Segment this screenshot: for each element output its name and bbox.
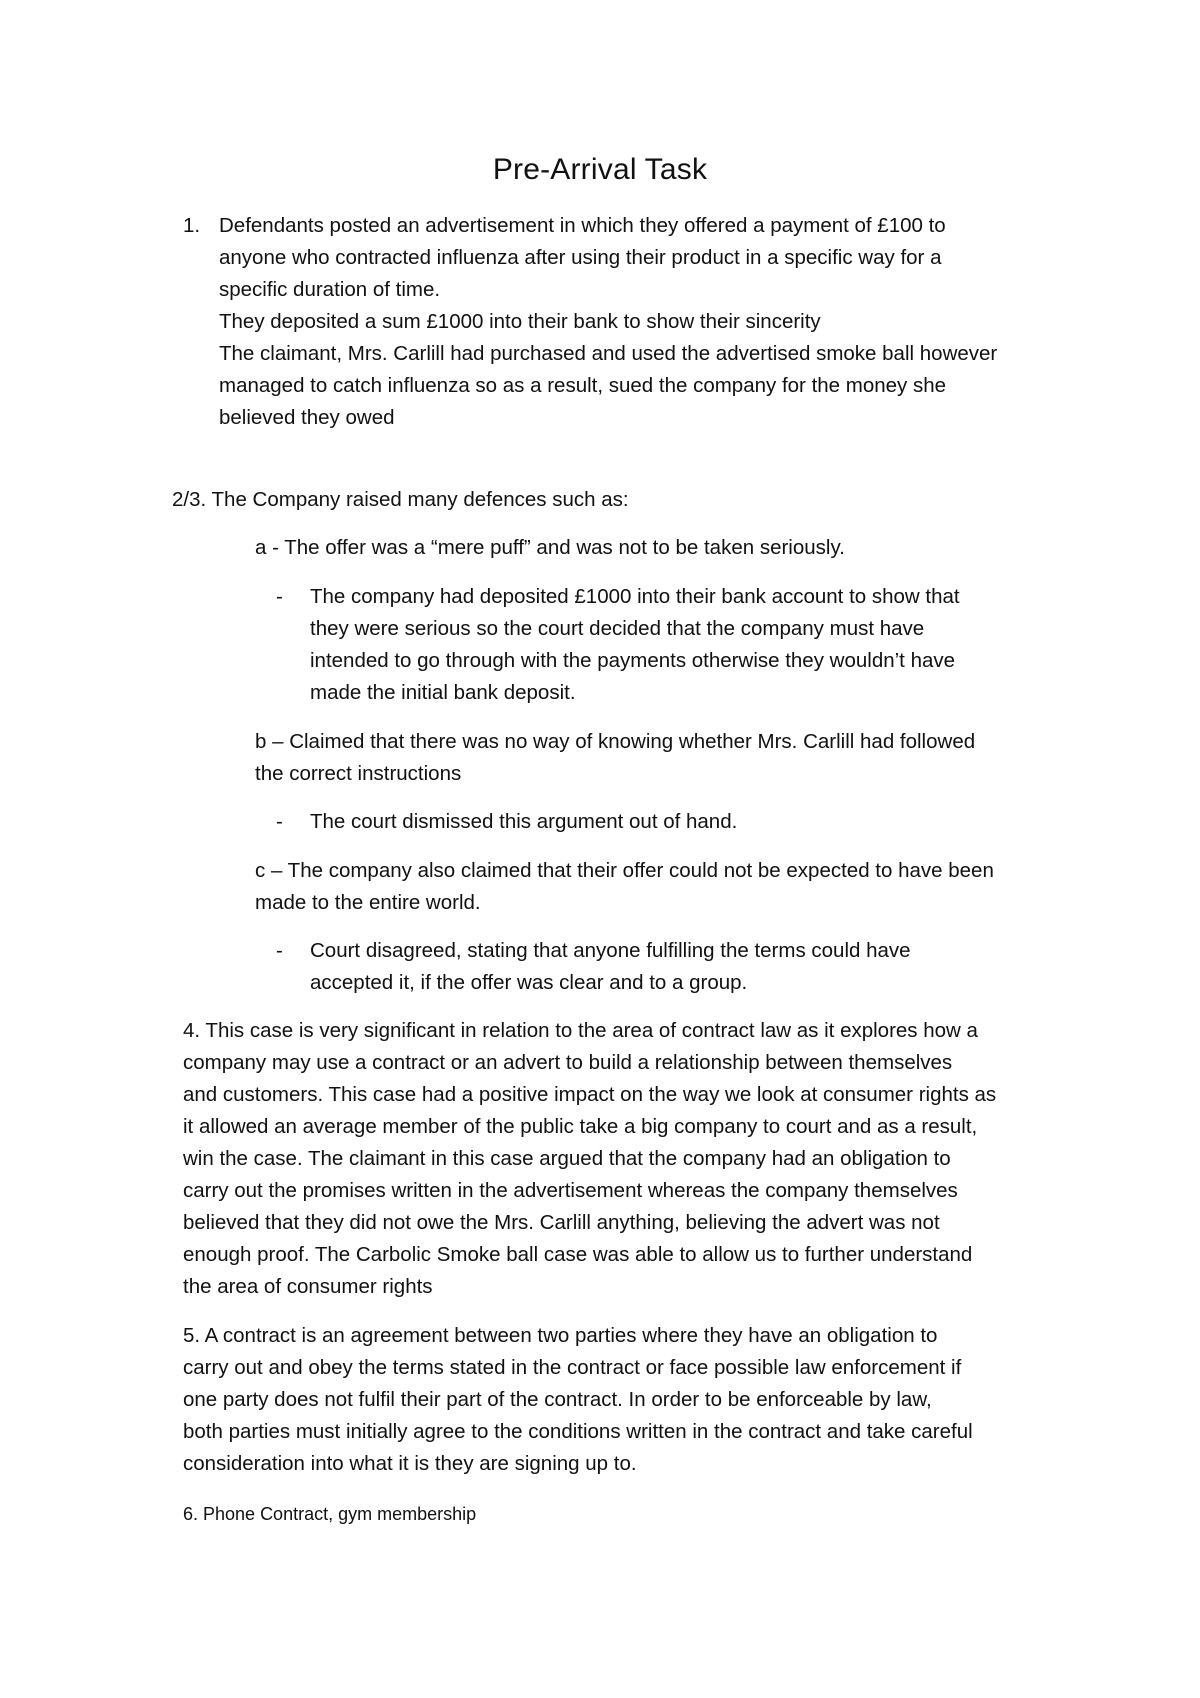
- q4-line: carry out the promises written in the advertisement whereas the company themselves: [183, 1179, 958, 1202]
- q4-line: win the case. The claimant in this case argued that the company had an obligation to: [183, 1147, 951, 1170]
- response-line: Court disagreed, stating that anyone fulfilling the terms could have: [310, 939, 911, 962]
- q1-answer: [219, 210, 997, 434]
- q6-answer: 6. Phone Contract, gym membership: [183, 1504, 477, 1524]
- q1-line: believed they owed: [219, 406, 395, 429]
- q4-answer: [183, 1015, 996, 1303]
- q5-line: both parties must initially agree to the conditions written in the contract and take careful: [183, 1420, 973, 1443]
- response-line: accepted it, if the offer was clear and to a group.: [310, 971, 748, 994]
- response-line: intended to go through with the payments otherwise they wouldn’t have: [310, 649, 956, 672]
- defence-a-label: a - The offer was a “mere puff” and was not to be taken seriously.: [255, 536, 845, 559]
- q4-line: the area of consumer rights: [183, 1275, 433, 1298]
- q5-answer: [183, 1320, 973, 1480]
- q5-line: 5. A contract is an agreement between two parties where they have an obligation to: [183, 1324, 938, 1347]
- q5-line: consideration into what it is they are signing up to.: [183, 1452, 637, 1475]
- page-title: Pre-Arrival Task: [492, 153, 708, 186]
- q4-line: it allowed an average member of the public take a big company to court and as a result,: [183, 1115, 978, 1138]
- q1-line: Defendants posted an advertisement in which they offered a payment of £100 to: [219, 214, 946, 237]
- defence-c-line: c – The company also claimed that their offer could not be expected to have been: [255, 859, 994, 882]
- defence-c-response: [310, 935, 911, 999]
- defence-c-dash: -: [276, 939, 283, 962]
- defence-b-dash: -: [276, 810, 283, 833]
- q5-line: one party does not fulfil their part of the contract. In order to be enforceable by law,: [183, 1388, 932, 1411]
- defence-a-dash: -: [276, 585, 283, 608]
- q4-line: 4. This case is very significant in relation to the area of contract law as it explores how a: [183, 1019, 978, 1042]
- q4-line: believed that they did not owe the Mrs. Carlill anything, believing the advert was not: [183, 1211, 940, 1234]
- q1-number: 1.: [183, 214, 201, 237]
- q1-line: They deposited a sum £1000 into their bank to show their sincerity: [219, 310, 821, 333]
- q1-line: The claimant, Mrs. Carlill had purchased and used the advertised smoke ball however: [219, 342, 998, 365]
- q23-intro: 2/3. The Company raised many defences such as:: [172, 488, 629, 511]
- response-line: they were serious so the court decided that the company must have: [310, 617, 925, 640]
- response-line: The court dismissed this argument out of hand.: [310, 810, 738, 833]
- defence-b-response: [310, 806, 737, 838]
- defence-c-line: made to the entire world.: [255, 891, 481, 914]
- response-line: The company had deposited £1000 into their bank account to show that: [310, 585, 960, 608]
- response-line: made the initial bank deposit.: [310, 681, 576, 704]
- q1-line: anyone who contracted influenza after using their product in a specific way for a: [219, 246, 942, 269]
- defence-b-label: [255, 726, 975, 790]
- q4-line: and customers. This case had a positive impact on the way we look at consumer rights as: [183, 1083, 997, 1106]
- q5-line: carry out and obey the terms stated in the contract or face possible law enforcement if: [183, 1356, 962, 1379]
- q1-line: specific duration of time.: [219, 278, 441, 301]
- defence-b-line: the correct instructions: [255, 762, 462, 785]
- defence-c-label: [255, 855, 994, 919]
- defence-b-line: b – Claimed that there was no way of knowing whether Mrs. Carlill had followed: [255, 730, 976, 753]
- q1-line: managed to catch influenza so as a result, sued the company for the money she: [219, 374, 947, 397]
- defence-a-response: [310, 581, 960, 709]
- q4-line: company may use a contract or an advert to build a relationship between themselves: [183, 1051, 953, 1074]
- q4-line: enough proof. The Carbolic Smoke ball case was able to allow us to further understand: [183, 1243, 973, 1266]
